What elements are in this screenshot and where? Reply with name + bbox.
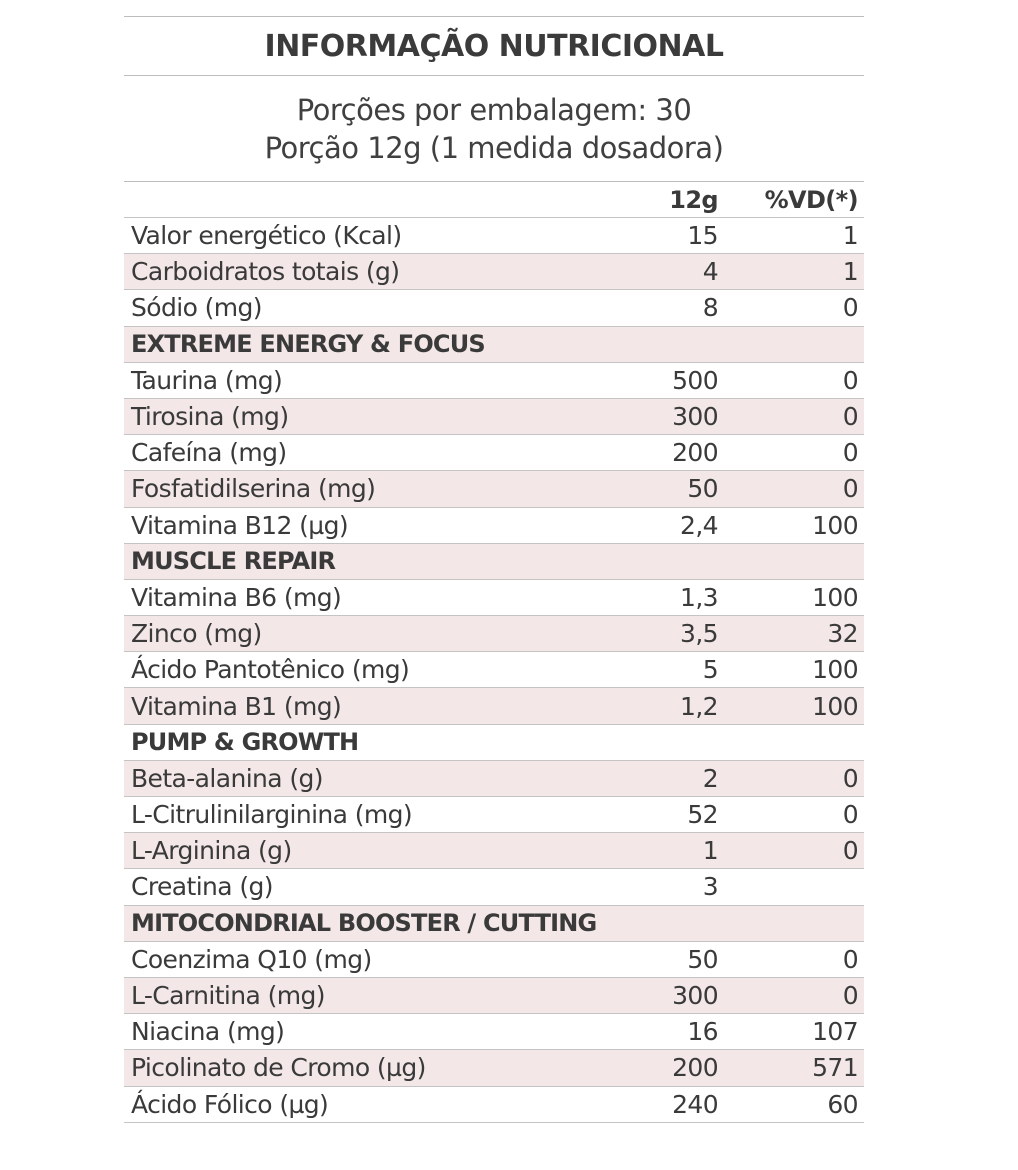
nutrient-daily-value: 100 [812,510,858,540]
nutrient-amount: 4 [702,257,718,287]
nutrient-label: Zinco (mg) [131,619,262,649]
section-header-row [124,327,864,363]
table-row [124,254,864,290]
nutrient-daily-value: 0 [842,836,858,866]
nutrient-amount: 5 [702,655,718,685]
table-row [124,1087,864,1123]
nutrient-daily-value: 0 [842,474,858,504]
table-row [124,833,864,869]
nutrient-amount: 240 [672,1089,718,1119]
nutrient-amount: 2,4 [680,510,718,540]
nutrient-label: Coenzima Q10 (mg) [131,944,372,974]
section-title: EXTREME ENERGY & FOCUS [131,330,485,359]
nutrient-amount: 1,2 [680,691,718,721]
table-row [124,399,864,435]
table-row [124,290,864,326]
header-amount: 12g [669,185,718,214]
table-row [124,1050,864,1086]
nutrient-label: Niacina (mg) [131,1017,285,1047]
table-row [124,978,864,1014]
nutrient-amount: 16 [687,1017,718,1047]
table-body [124,218,864,1123]
nutrient-daily-value: 0 [842,981,858,1011]
nutrient-label: Creatina (g) [131,872,273,902]
nutrient-label: L-Citrulinilarginina (mg) [131,800,413,830]
nutrient-label: Sódio (mg) [131,293,262,323]
table-header-row [124,182,864,218]
nutrient-label: Vitamina B6 (mg) [131,582,342,612]
nutrition-table [124,181,864,1123]
table-row [124,471,864,507]
nutrient-label: Taurina (mg) [131,365,283,395]
nutrient-label: Vitamina B12 (µg) [131,510,349,540]
serving-size: Porção 12g (1 medida dosadora) [264,130,724,165]
nutrient-daily-value: 1 [842,257,858,287]
nutrient-label: Carboidratos totais (g) [131,257,400,287]
nutrient-amount: 300 [672,402,718,432]
nutrient-amount: 1 [702,836,718,866]
nutrient-daily-value: 107 [812,1017,858,1047]
table-row [124,688,864,724]
table-row [124,942,864,978]
section-header-row [124,544,864,580]
nutrient-daily-value: 100 [812,655,858,685]
nutrient-label: L-Carnitina (mg) [131,981,325,1011]
nutrient-amount: 8 [702,293,718,323]
table-row [124,869,864,905]
nutrient-daily-value: 0 [842,763,858,793]
nutrient-daily-value: 571 [812,1053,858,1083]
table-row [124,1014,864,1050]
nutrient-amount: 52 [687,800,718,830]
nutrient-daily-value: 0 [842,293,858,323]
table-row [124,797,864,833]
table-row [124,616,864,652]
nutrient-daily-value: 1 [842,221,858,251]
nutrient-label: Cafeína (mg) [131,438,287,468]
table-row [124,363,864,399]
nutrient-label: Beta-alanina (g) [131,763,323,793]
nutrient-amount: 2 [702,763,718,793]
nutrient-amount: 3,5 [680,619,718,649]
nutrient-amount: 3 [702,872,718,902]
nutrient-label: Ácido Fólico (µg) [131,1089,329,1119]
table-row [124,508,864,544]
table-row [124,580,864,616]
table-row [124,652,864,688]
section-header-row [124,906,864,942]
nutrient-amount: 200 [672,438,718,468]
nutrient-daily-value: 0 [842,438,858,468]
nutrient-amount: 1,3 [680,582,718,612]
nutrient-amount: 200 [672,1053,718,1083]
nutrient-amount: 50 [687,474,718,504]
nutrient-daily-value: 100 [812,691,858,721]
nutrient-daily-value: 0 [842,365,858,395]
nutrient-daily-value: 0 [842,800,858,830]
nutrient-label: Tirosina (mg) [131,402,289,432]
nutrient-label: Valor energético (Kcal) [131,221,402,251]
nutrient-amount: 50 [687,944,718,974]
servings-per-package: Porções por embalagem: 30 [296,92,692,127]
panel-title: INFORMAÇÃO NUTRICIONAL [124,16,864,76]
nutrient-label: L-Arginina (g) [131,836,292,866]
section-title: MITOCONDRIAL BOOSTER / CUTTING [131,909,597,938]
nutrient-daily-value: 32 [827,619,858,649]
header-daily-value: %VD(*) [764,185,858,214]
nutrient-daily-value: 100 [812,582,858,612]
table-row [124,435,864,471]
nutrient-daily-value: 0 [842,402,858,432]
section-header-row [124,725,864,761]
table-row [124,761,864,797]
nutrient-daily-value: 0 [842,944,858,974]
section-title: MUSCLE REPAIR [131,547,336,576]
nutrient-daily-value: 60 [827,1089,858,1119]
nutrition-facts-panel [124,16,864,1123]
serving-info [124,76,864,181]
nutrient-label: Vitamina B1 (mg) [131,691,342,721]
nutrient-amount: 300 [672,981,718,1011]
nutrient-amount: 500 [672,365,718,395]
section-title: PUMP & GROWTH [131,728,359,757]
nutrient-label: Fosfatidilserina (mg) [131,474,376,504]
nutrient-label: Picolinato de Cromo (µg) [131,1053,426,1083]
table-row [124,218,864,254]
nutrient-amount: 15 [687,221,718,251]
nutrient-label: Ácido Pantotênico (mg) [131,655,410,685]
